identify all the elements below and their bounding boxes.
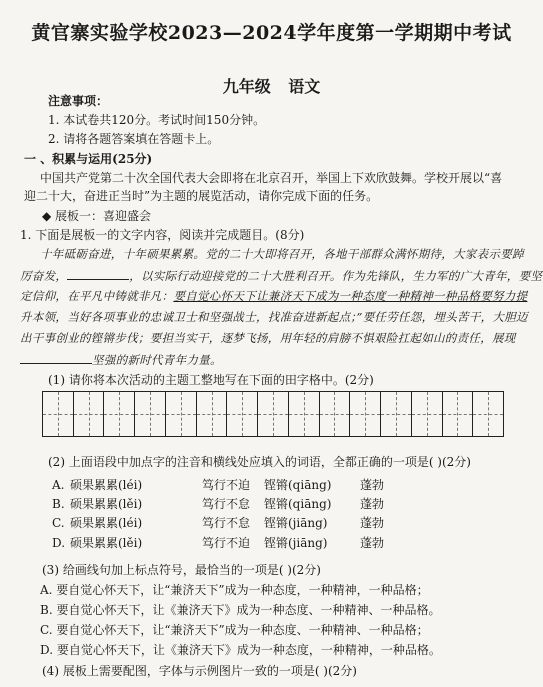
passage-line	[20, 289, 527, 303]
tianzige-grid[interactable]	[42, 391, 504, 437]
option-word: 蓬勃	[360, 497, 385, 511]
passage-text: 坚强的新时代青年力量。	[92, 353, 222, 367]
grid-cell[interactable]	[412, 392, 443, 436]
grid-cell[interactable]	[320, 392, 351, 436]
option-idiom: 笃行不怠	[202, 516, 251, 530]
option-idiom: 笃行不迫	[202, 536, 251, 550]
question-1-1-stem: (1) 请你将本次活动的主题工整地写在下面的田字格中。(2分)	[48, 373, 374, 387]
intro-line: 迎二十大，奋进正当时”为主题的展览活动，请你完成下面的任务。	[24, 189, 379, 203]
option-pinyin: 硕果累累(léi)	[70, 478, 143, 492]
passage-line: 十年砥砺奋进，十年硕果累累。党的二十大即将召开，各地干部群众满怀期待，大家表示要踔	[40, 247, 524, 261]
option-pinyin: 硕果累累(léi)	[70, 516, 143, 530]
option-pinyin: 硕果累累(lěi)	[70, 497, 143, 511]
option-letter: A.	[52, 478, 65, 492]
passage-line	[20, 268, 542, 283]
question-1-stem: 1. 下面是展板一的文字内容，阅读并完成题目。(8分)	[20, 228, 305, 242]
option-word: 蓬勃	[360, 478, 385, 492]
option-idiom: 笃行不迫	[202, 478, 251, 492]
passage-text: 定信仰，在平凡中铸就非凡：	[20, 289, 174, 303]
option-pinyin-2: 铿锵(qiāng)	[264, 497, 332, 511]
passage-line: 出干事创业的铿锵步伐；要担当实干，逐梦飞扬，用年轻的肩膀不惧艰险扛起如山的责任，展现	[20, 331, 516, 345]
grid-cell[interactable]	[258, 392, 289, 436]
notes-heading: 注意事项：	[48, 94, 109, 108]
grid-cell[interactable]	[135, 392, 166, 436]
passage-text: 厉奋发，	[20, 269, 68, 283]
option-pinyin-2: 铿锵(qiāng)	[264, 478, 332, 492]
intro-line: 中国共产党第二十次全国代表大会即将在北京召开，举国上下欢欣鼓舞。学校开展以“喜	[40, 171, 503, 185]
grid-cell[interactable]	[74, 392, 105, 436]
underlined-sentence: 要自觉心怀天下让兼济天下成为一种态度一种精神一种品格要努力提	[173, 289, 528, 303]
option-letter: B.	[52, 497, 65, 511]
grid-cell[interactable]	[381, 392, 412, 436]
grade-label: 九年级	[222, 77, 271, 96]
option-pinyin: 硕果累累(lěi)	[70, 536, 143, 550]
passage-line: 升本领，当好各项事业的忠诚卫士和坚强战士，找准奋进新起点；”要任劳任怨，埋头苦干，大胆迈	[20, 310, 528, 324]
option-pinyin-2: 铿锵(jiāng)	[264, 516, 328, 530]
grid-cell[interactable]	[289, 392, 320, 436]
question-1-3-stem: (3) 给画线句加上标点符号，最恰当的一项是( )(2分)	[42, 563, 321, 577]
option-line[interactable]: A. 要自觉心怀天下，让“兼济天下”成为一种态度，一种精神，一种品格；	[40, 583, 429, 597]
section-heading: 一 、积累与运用(25分)	[24, 152, 153, 166]
question-1-2-stem: (2) 上面语段中加点字的注音和横线处应填入的词语，全都正确的一项是( )(2分)	[48, 455, 471, 469]
option-idiom: 笃行不怠	[202, 497, 251, 511]
option-letter: D.	[52, 536, 66, 550]
question-1-4-stem: (4) 展板上需要配图，字体与示例图片一致的一项是( )(2分)	[42, 664, 357, 678]
fill-blank[interactable]	[20, 352, 92, 364]
subject-label: 语文	[288, 77, 321, 96]
grid-cell[interactable]	[197, 392, 228, 436]
exhibit-label: ◆ 展板一：喜迎盛会	[42, 209, 152, 223]
note-item: 2. 请将各题答案填在答题卡上。	[48, 132, 220, 146]
grid-cell[interactable]	[350, 392, 381, 436]
grid-cell[interactable]	[473, 392, 503, 436]
option-letter: C.	[52, 516, 65, 530]
fill-blank[interactable]	[67, 268, 129, 280]
passage-line	[20, 352, 222, 367]
exam-title: 黄官寨实验学校2023—2024学年度第一学期期中考试	[31, 22, 512, 44]
option-pinyin-2: 铿锵(jiāng)	[264, 536, 328, 550]
passage-text: ，以实际行动迎接党的二十大胜利召开。作为先锋队，生力军的广大青年，要坚	[129, 269, 543, 283]
grid-cell[interactable]	[443, 392, 474, 436]
grid-cell[interactable]	[227, 392, 258, 436]
option-line[interactable]: B. 要自觉心怀天下，让《兼济天下》成为一种态度、一种精神、一种品格。	[40, 603, 441, 617]
option-line[interactable]: C. 要自觉心怀天下，让“兼济天下”成为一种态度、一种精神、一种品格；	[40, 623, 429, 637]
option-word: 蓬勃	[360, 536, 385, 550]
option-word: 蓬勃	[360, 516, 385, 530]
grid-cell[interactable]	[166, 392, 197, 436]
option-line[interactable]: D. 要自觉心怀天下，让《兼济天下》成为一种态度，一种精神，一种品格。	[40, 643, 441, 657]
note-item: 1. 本试卷共120分。考试时间150分钟。	[48, 113, 266, 127]
grid-cell[interactable]	[104, 392, 135, 436]
grid-cell[interactable]	[43, 392, 74, 436]
